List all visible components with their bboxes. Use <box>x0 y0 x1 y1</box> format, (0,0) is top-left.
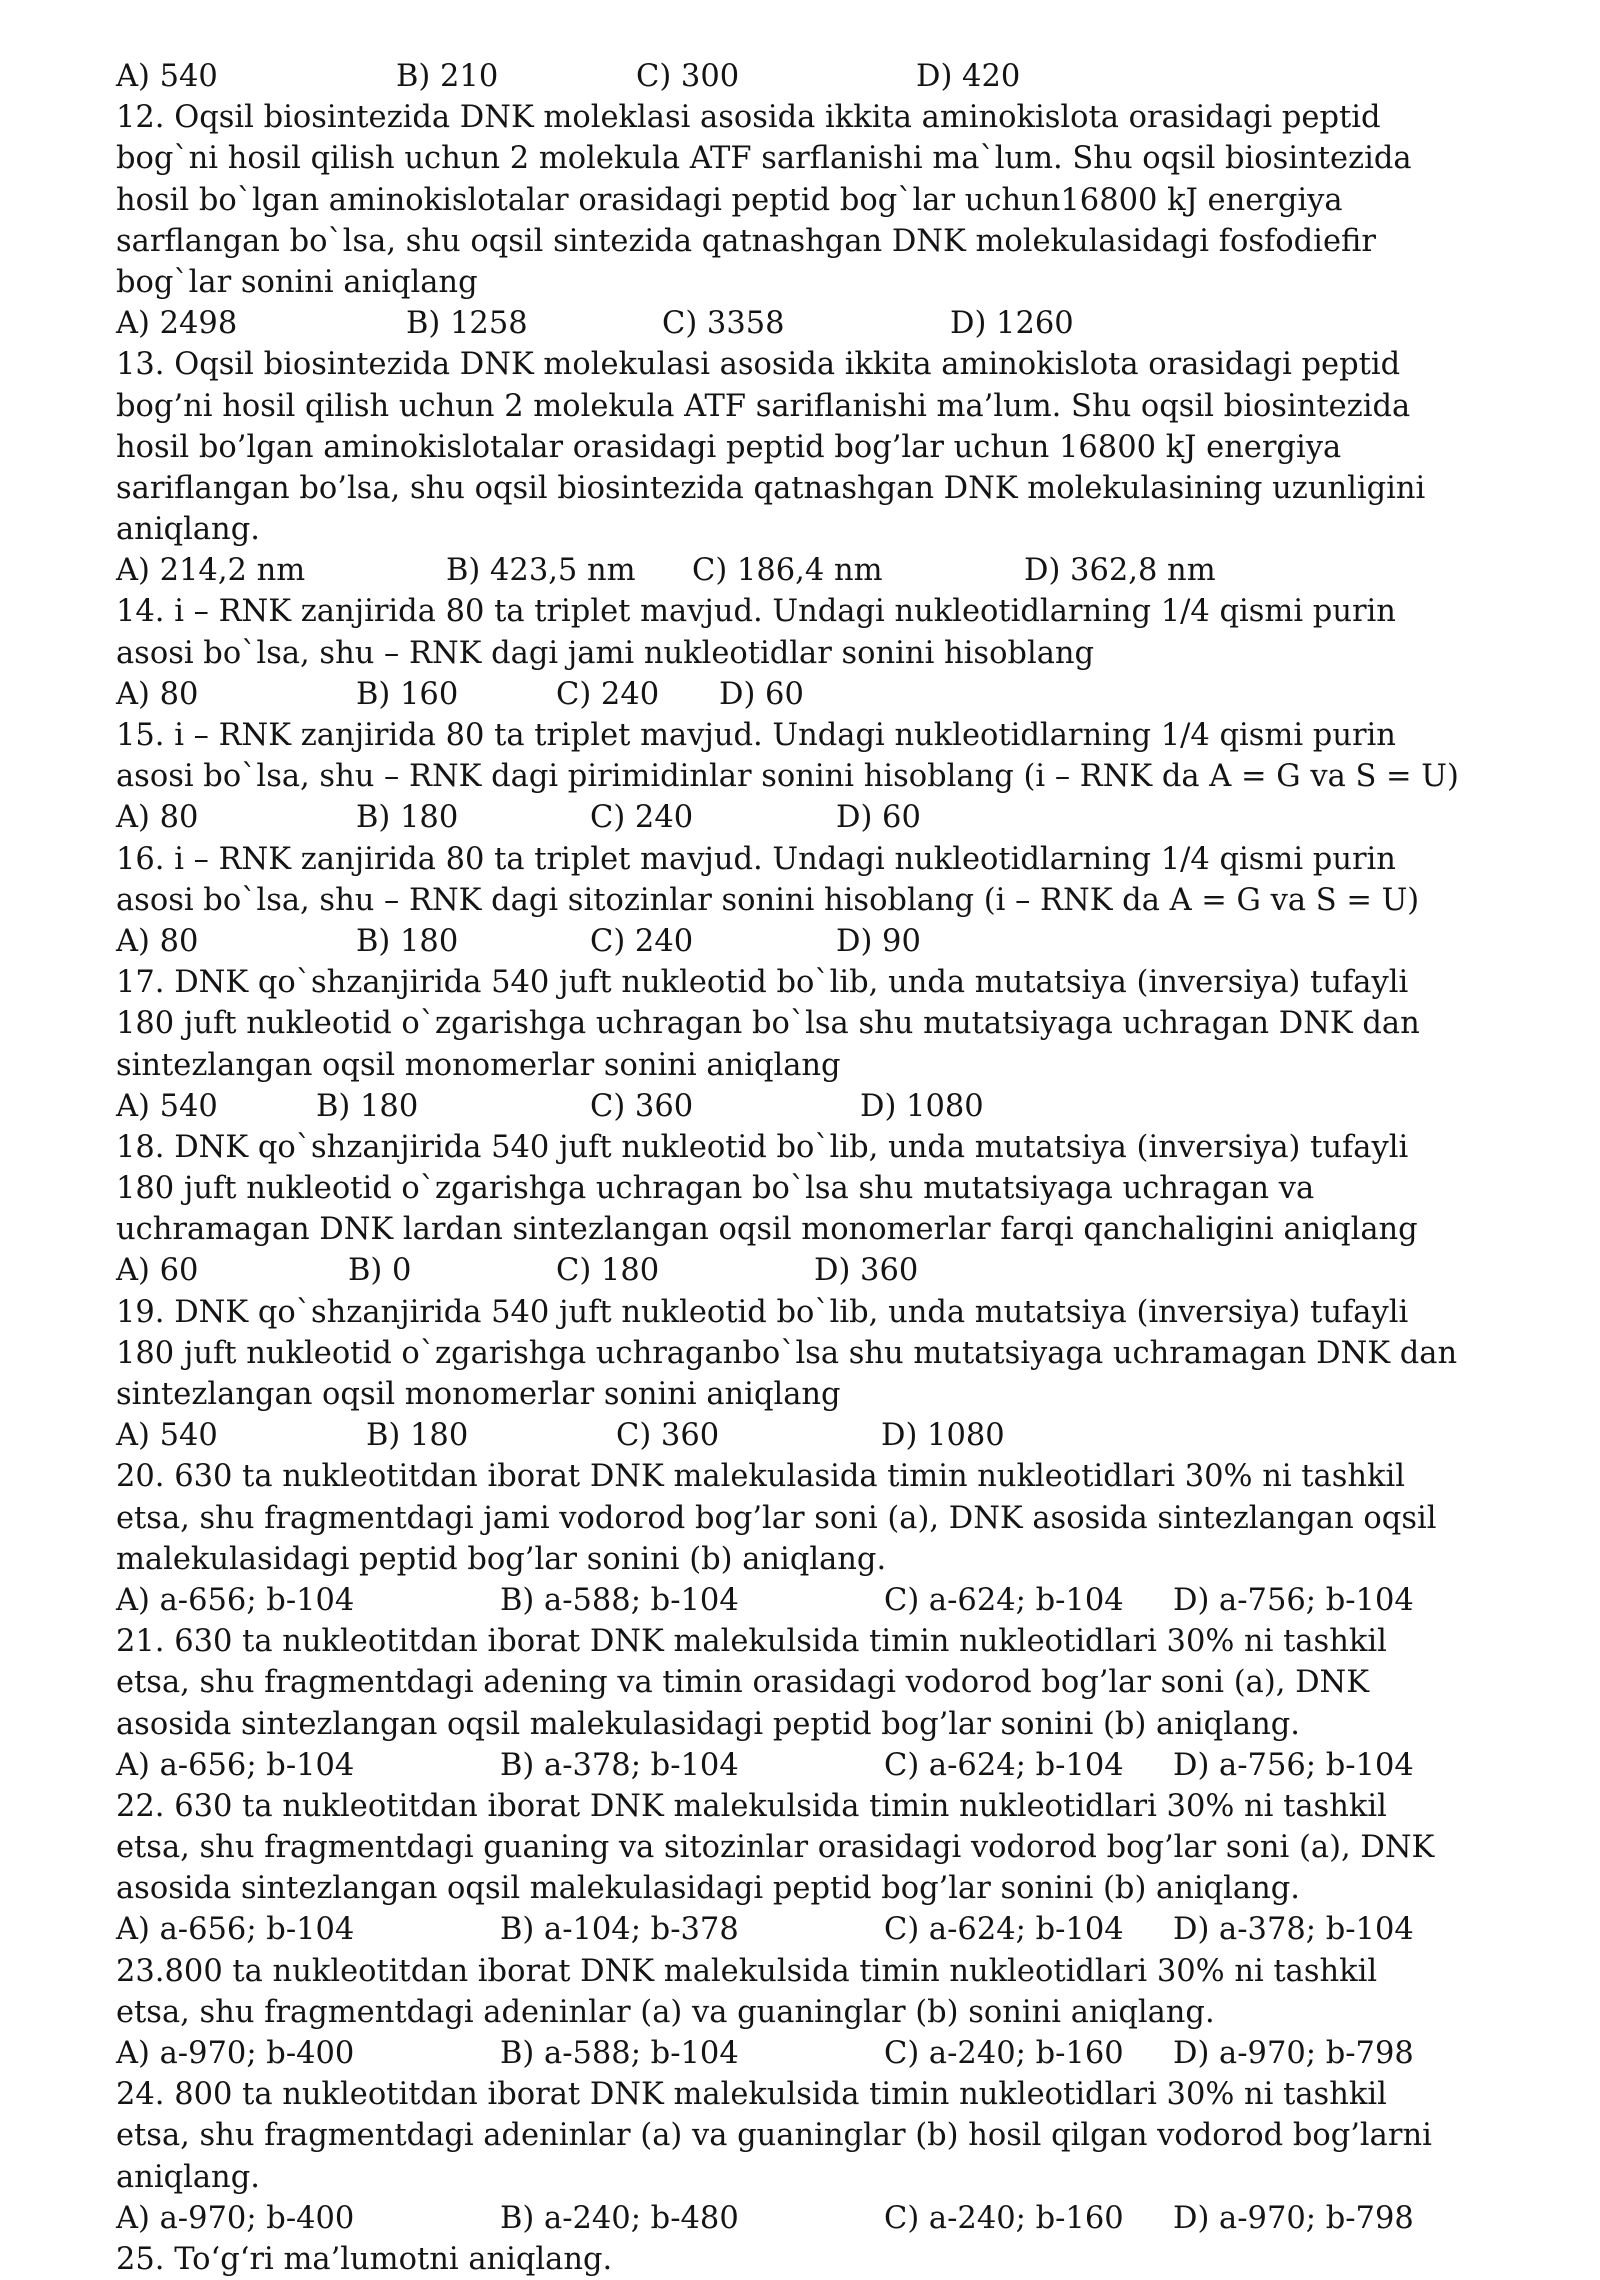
answer-option-c: C) 180 <box>556 1253 660 1289</box>
answer-option-a: A) 80 <box>116 800 199 836</box>
answer-option-c: C) 240 <box>556 676 660 712</box>
answer-options <box>116 1909 1510 1950</box>
answer-option-d: D) a-378; b-104 <box>1173 1912 1414 1948</box>
answer-option-d: D) 1260 <box>950 306 1074 342</box>
question-text <box>116 839 1510 921</box>
answer-option-c: C) 360 <box>590 1088 694 1124</box>
question-line: 13. Oqsil biosintezida DNK molekulasi asosida ikkita aminokislota orasidagi peptid <box>116 347 1401 383</box>
question-line: aniqlang. <box>116 512 260 548</box>
answer-option-b: B) a-378; b-104 <box>500 1747 739 1783</box>
question-line: 17. DNK qo`shzanjirida 540 juft nukleotid bo`lib, unda mutatsiya (inversiya) tufayli <box>116 965 1409 1001</box>
question-line: sintezlangan oqsil monomerlar sonini aniqlang <box>116 1377 841 1412</box>
question-text <box>116 1786 1510 1910</box>
question-line: sarflangan bo`lsa, shu oqsil sintezida qatnashgan DNK molekulasidagi fosfodiefir <box>116 223 1376 259</box>
question-line: 14. i – RNK zanjirida 80 ta triplet mavjud. Undagi nukleotidlarning 1/4 qismi purin <box>116 594 1396 630</box>
answer-option-b: B) a-104; b-378 <box>500 1912 739 1948</box>
question-line: uchramagan DNK lardan sintezlangan oqsil monomerlar farqi qanchaligini aniqlang <box>116 1212 1418 1248</box>
answer-option-c: C) 3358 <box>662 306 785 342</box>
question-text <box>116 962 1510 1086</box>
answer-option-a: A) a-656; b-104 <box>116 1747 355 1783</box>
question-text <box>116 1292 1510 1416</box>
answer-option-d: D) a-756; b-104 <box>1173 1747 1414 1783</box>
answer-option-a: A) 60 <box>116 1253 199 1289</box>
question-line: asosi bo`lsa, shu – RNK dagi pirimidinlar sonini hisoblang (i – RNK da A = G va S = U) <box>116 759 1459 795</box>
answer-option-a: A) 2498 <box>116 306 238 342</box>
question-line: 22. 630 ta nukleotitdan iborat DNK malekulsida timin nukleotidlari 30% ni tashkil <box>116 1788 1387 1824</box>
answer-option-d: D) 60 <box>836 800 921 836</box>
answer-options <box>116 921 1510 962</box>
answer-options <box>116 550 1510 591</box>
question-text <box>116 97 1510 303</box>
answer-option-a: A) 540 <box>116 59 218 94</box>
answer-option-a: A) a-970; b-400 <box>116 2036 355 2071</box>
question-line: hosil bo’lgan aminokislotalar orasidagi peptid bog’lar uchun 16800 kJ energiya <box>116 429 1342 465</box>
answer-option-b: B) 160 <box>356 676 459 712</box>
question-line: aniqlang. <box>116 2159 260 2195</box>
question-text <box>116 1456 1510 1580</box>
answer-option-b: B) a-240; b-480 <box>500 2200 739 2236</box>
question-text <box>116 591 1510 673</box>
question-line: sintezlangan oqsil monomerlar sonini aniqlang <box>116 1047 841 1083</box>
answer-option-a: A) 214,2 nm <box>116 553 306 589</box>
question-line: asosi bo`lsa, shu – RNK dagi sitozinlar sonini hisoblang (i – RNK da A = G va S = U) <box>116 882 1420 918</box>
question-list <box>116 56 1510 2280</box>
question-line: 19. DNK qo`shzanjirida 540 juft nukleotid bo`lib, unda mutatsiya (inversiya) tufayli <box>116 1294 1409 1330</box>
question-text <box>116 1621 1510 1745</box>
answer-option-a: A) a-970; b-400 <box>116 2200 355 2236</box>
answer-option-c: C) a-624; b-104 <box>884 1912 1124 1948</box>
answer-option-d: D) 360 <box>814 1253 919 1289</box>
question-text <box>116 1127 1510 1251</box>
question-line: asosi bo`lsa, shu – RNK dagi jami nukleotidlar sonini hisoblang <box>116 635 1095 671</box>
answer-option-b: B) 180 <box>316 1088 419 1124</box>
question-text <box>116 2074 1510 2198</box>
answer-option-b: B) 180 <box>356 800 459 836</box>
answer-option-c: C) a-240; b-160 <box>884 2036 1124 2071</box>
answer-option-a: A) 80 <box>116 923 199 959</box>
answer-option-c: C) a-240; b-160 <box>884 2200 1124 2236</box>
answer-options <box>116 674 1510 715</box>
question-line: etsa, shu fragmentdagi guaning va sitozinlar orasidagi vodorod bog’lar soni (a), DNK <box>116 1830 1435 1866</box>
question-line: 18. DNK qo`shzanjirida 540 juft nukleotid bo`lib, unda mutatsiya (inversiya) tufayli <box>116 1129 1409 1165</box>
question-line: 20. 630 ta nukleotitdan iborat DNK malekulasida timin nukleotidlari 30% ni tashkil <box>116 1459 1406 1495</box>
question-line: 16. i – RNK zanjirida 80 ta triplet mavjud. Undagi nukleotidlarning 1/4 qismi purin <box>116 841 1396 877</box>
answer-option-c: C) a-624; b-104 <box>884 1747 1124 1783</box>
question-text <box>116 344 1510 550</box>
question-line: etsa, shu fragmentdagi adeninlar (a) va guaninglar (b) hosil qilgan vodorod bog’larni <box>116 2118 1432 2154</box>
answer-option-c: C) 186,4 nm <box>692 553 883 589</box>
question-line: bog`lar sonini aniqlang <box>116 264 478 300</box>
question-line: etsa, shu fragmentdagi adening va timin orasidagi vodorod bog’lar soni (a), DNK <box>116 1665 1370 1701</box>
answer-options <box>116 1415 1510 1456</box>
question-line: 180 juft nukleotid o`zgarishga uchragan bo`lsa shu mutatsiyaga uchragan DNK dan <box>116 1006 1420 1042</box>
answer-option-d: D) 90 <box>836 923 921 959</box>
answer-option-a: A) 540 <box>116 1418 218 1454</box>
answer-options <box>116 1086 1510 1127</box>
answer-option-d: D) a-970; b-798 <box>1173 2036 1414 2071</box>
question-line: hosil bo`lgan aminokislotalar orasidagi peptid bog`lar uchun16800 kJ energiya <box>116 182 1343 218</box>
answer-option-d: D) 362,8 nm <box>1024 553 1216 589</box>
question-text <box>116 715 1510 797</box>
answer-option-a: A) 80 <box>116 676 199 712</box>
question-line: 24. 800 ta nukleotitdan iborat DNK malekulsida timin nukleotidlari 30% ni tashkil <box>116 2077 1387 2113</box>
question-line: 25. To‘g‘ri ma’lumotni aniqlang. <box>116 2241 613 2277</box>
answer-option-d: D) a-970; b-798 <box>1173 2200 1414 2236</box>
answer-option-d: D) 1080 <box>860 1088 984 1124</box>
answer-options <box>116 1250 1510 1291</box>
answer-option-b: B) 1258 <box>406 306 528 342</box>
question-line: asosida sintezlangan oqsil malekulasidagi peptid bog’lar sonini (b) aniqlang. <box>116 1706 1300 1742</box>
answer-option-c: C) 300 <box>636 59 740 94</box>
answer-option-b: B) a-588; b-104 <box>500 2036 739 2071</box>
answer-option-b: B) 180 <box>366 1418 469 1454</box>
answer-option-a: A) a-656; b-104 <box>116 1582 355 1618</box>
question-line: etsa, shu fragmentdagi jami vodorod bog’lar soni (a), DNK asosida sintezlangan oqsil <box>116 1500 1437 1536</box>
question-line: 180 juft nukleotid o`zgarishga uchragan bo`lsa shu mutatsiyaga uchragan va <box>116 1171 1315 1207</box>
question-line: 12. Oqsil biosintezida DNK moleklasi asosida ikkita aminokislota orasidagi peptid <box>116 100 1381 136</box>
question-line: asosida sintezlangan oqsil malekulasidagi peptid bog’lar sonini (b) aniqlang. <box>116 1871 1300 1907</box>
answer-option-b: B) a-588; b-104 <box>500 1582 739 1618</box>
question-line: bog`ni hosil qilish uchun 2 molekula ATF sarflanishi ma`lum. Shu oqsil biosintezida <box>116 141 1412 177</box>
answer-options <box>116 303 1510 344</box>
answer-option-d: D) 420 <box>916 59 1021 94</box>
question-line: malekulasidagi peptid bog’lar sonini (b) aniqlang. <box>116 1541 887 1577</box>
question-text <box>116 2239 1510 2280</box>
answer-option-c: C) 360 <box>616 1418 720 1454</box>
answer-option-d: D) a-756; b-104 <box>1173 1582 1414 1618</box>
question-line: sariflangan bo’lsa, shu oqsil biosintezida qatnashgan DNK molekulasining uzunligini <box>116 470 1426 506</box>
question-line: 15. i – RNK zanjirida 80 ta triplet mavjud. Undagi nukleotidlarning 1/4 qismi purin <box>116 718 1396 753</box>
question-line: etsa, shu fragmentdagi adeninlar (a) va guaninglar (b) sonini aniqlang. <box>116 1994 1215 2030</box>
answer-option-b: B) 0 <box>348 1253 412 1289</box>
question-line: 180 juft nukleotid o`zgarishga uchraganbo`lsa shu mutatsiyaga uchramagan DNK dan <box>116 1335 1458 1371</box>
answer-option-d: D) 60 <box>719 676 804 712</box>
question-line: bog’ni hosil qilish uchun 2 molekula ATF sariflanishi ma’lum. Shu oqsil biosintezida <box>116 388 1411 424</box>
answer-options <box>116 56 1510 97</box>
answer-options <box>116 1580 1510 1621</box>
answer-option-a: A) a-656; b-104 <box>116 1912 355 1948</box>
answer-option-c: C) 240 <box>590 923 694 959</box>
question-line: 21. 630 ta nukleotitdan iborat DNK malekulsida timin nukleotidlari 30% ni tashkil <box>116 1624 1387 1660</box>
answer-option-b: B) 180 <box>356 923 459 959</box>
answer-option-c: C) 240 <box>590 800 694 836</box>
answer-option-a: A) 540 <box>116 1088 218 1124</box>
answer-options <box>116 797 1510 838</box>
answer-options <box>116 2198 1510 2239</box>
answer-option-d: D) 1080 <box>881 1418 1005 1454</box>
answer-options <box>116 1745 1510 1786</box>
answer-option-c: C) a-624; b-104 <box>884 1582 1124 1618</box>
answer-option-b: B) 210 <box>396 59 499 94</box>
answer-options <box>116 2033 1510 2074</box>
question-line: 23.800 ta nukleotitdan iborat DNK malekulsida timin nukleotidlari 30% ni tashkil <box>116 1953 1378 1989</box>
answer-option-b: B) 423,5 nm <box>446 553 636 589</box>
question-text <box>116 1951 1510 2033</box>
